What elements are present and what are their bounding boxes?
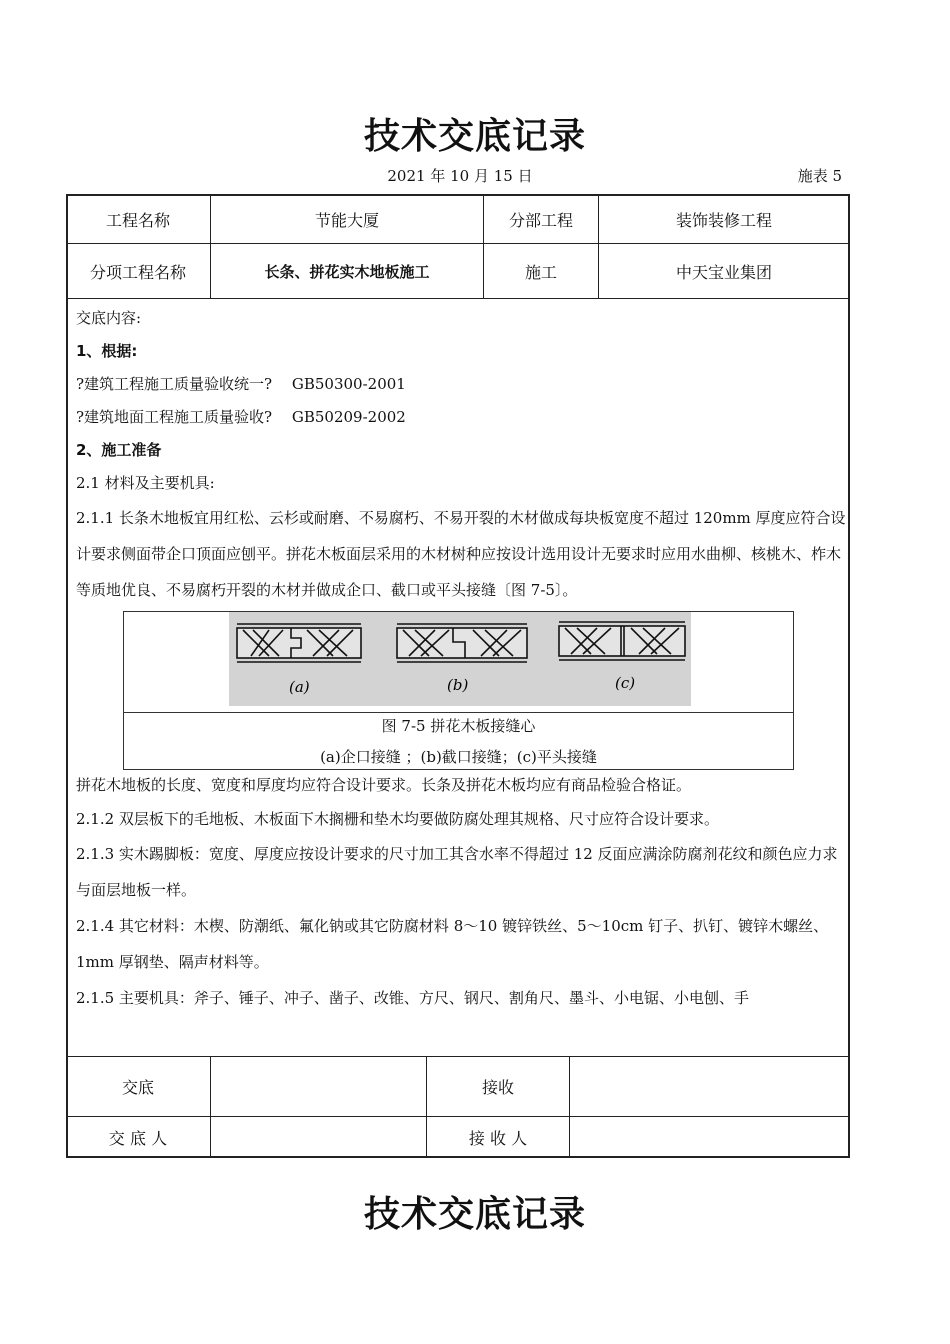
construction-label: 施工 xyxy=(524,262,557,282)
reference-2: ?建筑地面工程施工质量验收? GB50209-2002 xyxy=(76,408,406,426)
next-page-title: 技术交底记录 xyxy=(363,1194,586,1235)
receive-person-label: 接 收 人 xyxy=(468,1128,528,1148)
figure-box xyxy=(123,611,794,770)
label-c: (c) xyxy=(615,674,636,692)
content-intro: 交底内容: xyxy=(76,309,142,327)
receive-signature-field[interactable] xyxy=(570,1057,849,1116)
board-b xyxy=(397,624,527,662)
figure-caption: 图 7-5 拼花木板接缝心 xyxy=(381,717,536,735)
receive-person-field[interactable] xyxy=(570,1117,849,1157)
reference-1: ?建筑工程施工质量验收统一? GB50300-2001 xyxy=(76,375,406,393)
paragraph-after-figure: 拼花木地板的长度、宽度和厚度均应符合设计要求。长条及拼花木板均应有商品检验合格证。 xyxy=(76,776,692,794)
handover-label: 交底 xyxy=(121,1078,154,1097)
board-c xyxy=(559,622,685,660)
figure-divider xyxy=(124,712,793,713)
board-a xyxy=(237,624,361,662)
section-basis: 1、根据: xyxy=(76,342,138,360)
handover-person-field[interactable] xyxy=(211,1117,426,1157)
subitem-value: 长条、拼花实木地板施工 xyxy=(264,262,430,281)
joint-diagram-image xyxy=(229,612,691,706)
subitem-label: 分项工程名称 xyxy=(89,262,186,282)
receive-label: 接收 xyxy=(481,1078,514,1097)
document-title: 技术交底记录 xyxy=(363,116,586,157)
joint-diagram-svg xyxy=(229,612,691,706)
handover-person-label: 交 底 人 xyxy=(108,1128,168,1148)
content-section-continued xyxy=(76,768,846,1016)
label-b: (b) xyxy=(447,676,469,694)
date-text: 2021 年 10 月 15 日 xyxy=(387,167,533,185)
project-name-label: 工程名称 xyxy=(105,211,170,230)
handover-signature-field[interactable] xyxy=(211,1057,426,1116)
paragraph-2-1-5: 2.1.5 主要机具：斧子、锤子、冲子、凿子、改锥、方尺、钢尺、割角尺、墨斗、小电锯、小电刨、手 xyxy=(76,989,749,1007)
label-a: (a) xyxy=(289,678,310,696)
row-divider xyxy=(66,298,850,299)
division-label: 分部工程 xyxy=(508,211,573,230)
section-preparation: 2、施工准备 xyxy=(76,441,162,459)
form-number: 施表 5 xyxy=(797,167,842,185)
figure-legend: (a)企口接缝 ；(b)截口接缝；(c)平头接缝 xyxy=(320,748,597,766)
division-value: 装饰装修工程 xyxy=(675,211,772,230)
subsection-materials: 2.1 材料及主要机具: xyxy=(76,474,215,492)
paragraph-2-1-3: 2.1.3 实木踢脚板：宽度、厚度应按设计要求的尺寸加工其含水率不得超过 12 反面应满涂防腐剂花纹和颜色应力求与面层地板一样。 xyxy=(76,845,838,899)
construction-value: 中天宝业集团 xyxy=(675,262,772,282)
paragraph-2-1-2: 2.1.2 双层板下的毛地板、木板面下木搁栅和垫木均要做防腐处理其规格、尺寸应符合设计要求。 xyxy=(76,810,719,828)
project-name-value: 节能大厦 xyxy=(314,211,379,230)
paragraph-2-1-4: 2.1.4 其它材料：木楔、防潮纸、氟化钠或其它防腐材料 8～10 镀锌铁丝、5～10cm 钉子、扒钉、镀锌木螺丝、1mm 厚钢垫、隔声材料等。 xyxy=(76,917,829,971)
paragraph-2-1-1: 2.1.1 长条木地板宜用红松、云杉或耐磨、不易腐朽、不易开裂的木材做成每块板宽度不超过 120mm 厚度应符合设计要求侧面带企口顶面应刨平。拼花木板面层采用的木材树种应按设计选用设计无要求时应用水曲柳、核桃木、柞木等质地优良、不易腐朽开裂的木材并做成企口、截口或平头接缝〔图 7-5〕。 xyxy=(76,509,846,599)
content-section xyxy=(76,302,846,608)
